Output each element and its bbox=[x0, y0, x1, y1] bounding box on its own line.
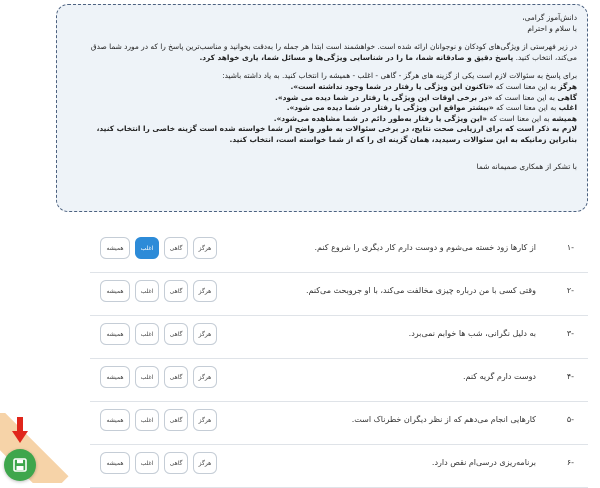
option-never-button[interactable]: هرگز bbox=[193, 366, 217, 388]
question-row bbox=[90, 316, 588, 359]
answer-options bbox=[100, 323, 217, 345]
instructions-text: در زیر فهرستی از ویژگی‌های کودکان و نوجوانان ارائه شده است. خواهشمند است ابتدا هر جمله را به‌دقت بخوانید و مناسب‌ترین پاسخ را که در مورد شما صدق می‌کند، انتخاب کنید. bbox=[90, 42, 577, 62]
option-often-button[interactable]: اغلب bbox=[135, 366, 159, 388]
question-number: -۶ bbox=[566, 458, 574, 467]
definition-term: گاهی bbox=[557, 92, 577, 102]
option-never-button[interactable]: هرگز bbox=[193, 452, 217, 474]
definition-meaning: «در برخی اوقات این ویژگی یا رفتار در شما دیده می شود». bbox=[275, 92, 493, 102]
option-sometimes-button[interactable]: گاهی bbox=[164, 409, 188, 431]
answer-options bbox=[100, 452, 217, 474]
option-always-button[interactable]: همیشه bbox=[100, 280, 130, 302]
definition-often bbox=[67, 103, 577, 114]
question-text: وقتی کسی با من درباره چیزی مخالفت می‌کند، با او جروبحث می‌کنم. bbox=[305, 286, 536, 295]
definition-connector: به این معنا است که bbox=[487, 113, 552, 123]
definition-connector: به این معنا است که bbox=[492, 92, 558, 102]
definition-meaning: «این ویژگی یا رفتار به‌طور دائم در شما مشاهده می‌شود». bbox=[273, 113, 488, 123]
question-number: -۳ bbox=[566, 329, 574, 338]
question-text: کارهایی انجام می‌دهم که از نظر دیگران خطرناک است. bbox=[351, 415, 536, 424]
question-list bbox=[90, 230, 588, 488]
question-row bbox=[90, 230, 588, 273]
question-row bbox=[90, 445, 588, 488]
answer-options bbox=[100, 409, 217, 431]
option-always-button[interactable]: همیشه bbox=[100, 366, 130, 388]
question-row bbox=[90, 359, 588, 402]
option-often-button[interactable]: اغلب bbox=[135, 280, 159, 302]
option-often-button[interactable]: اغلب bbox=[135, 323, 159, 345]
option-often-button[interactable]: اغلب bbox=[135, 452, 159, 474]
question-row bbox=[90, 273, 588, 316]
definition-meaning: «تاکنون این ویژگی یا رفتار در شما وجود نداشته است». bbox=[290, 81, 494, 91]
question-number: -۲ bbox=[566, 286, 574, 295]
option-always-button[interactable]: همیشه bbox=[100, 409, 130, 431]
option-often-button[interactable]: اغلب bbox=[135, 237, 159, 259]
option-sometimes-button[interactable]: گاهی bbox=[164, 280, 188, 302]
option-always-button[interactable]: همیشه bbox=[100, 323, 130, 345]
definition-term: همیشه bbox=[551, 113, 577, 123]
validity-note-text: لازم به ذکر است که برای ارزیابی صحت نتایج، در برخی سئوالات به طور واضح از شما خواسته شده است گزینه خاصی را انتخاب کنید، بنابراین زمانیکه به این سئوالات رسیدید، همان گزینه ای را که از شما خواسته است، انتخاب کنید. bbox=[96, 124, 577, 144]
question-text: به دلیل نگرانی، شب ها خوابم نمی‌برد. bbox=[408, 329, 536, 338]
instructions-box bbox=[56, 4, 588, 212]
floppy-disk-icon bbox=[13, 458, 27, 472]
question-number: -۱ bbox=[566, 243, 574, 252]
option-never-button[interactable]: هرگز bbox=[193, 409, 217, 431]
definition-term: هرگز bbox=[558, 81, 577, 91]
option-sometimes-button[interactable]: گاهی bbox=[164, 452, 188, 474]
definition-sometimes bbox=[67, 93, 577, 104]
option-always-button[interactable]: همیشه bbox=[100, 237, 130, 259]
salutation: با سلام و احترام bbox=[527, 23, 577, 33]
option-never-button[interactable]: هرگز bbox=[193, 280, 217, 302]
question-text: برنامه‌ریزی درسی‌ام نقص دارد. bbox=[431, 458, 536, 467]
option-sometimes-button[interactable]: گاهی bbox=[164, 366, 188, 388]
definition-connector: به این معنا است که bbox=[493, 81, 559, 91]
answer-options bbox=[100, 366, 217, 388]
option-sometimes-button[interactable]: گاهی bbox=[164, 237, 188, 259]
question-text: از کارها زود خسته می‌شوم و دوست دارم کار دیگری را شروع کنم. bbox=[314, 243, 536, 252]
answer-options bbox=[100, 237, 217, 259]
arrow-down-icon bbox=[12, 417, 28, 445]
option-sometimes-button[interactable]: گاهی bbox=[164, 323, 188, 345]
options-intro: برای پاسخ به سئوالات لازم است یکی از گزینه های هرگز - گاهی - اغلب - همیشه را انتخاب کنید. به یاد داشته باشید: bbox=[222, 71, 577, 81]
option-never-button[interactable]: هرگز bbox=[193, 237, 217, 259]
definition-connector: به این معنا است که bbox=[493, 103, 559, 113]
definition-always bbox=[67, 114, 577, 125]
question-row bbox=[90, 402, 588, 445]
thanks-line: با تشکر از همکاری صمیمانه شما bbox=[476, 161, 577, 171]
definition-term: اغلب bbox=[558, 103, 577, 113]
save-button[interactable] bbox=[4, 449, 36, 481]
greeting: دانش‌آموز گرامی، bbox=[522, 13, 577, 22]
option-often-button[interactable]: اغلب bbox=[135, 409, 159, 431]
definition-never bbox=[67, 82, 577, 93]
question-number: -۴ bbox=[566, 372, 574, 381]
instructions-paragraph bbox=[67, 42, 577, 63]
question-number: -۵ bbox=[566, 415, 574, 424]
option-never-button[interactable]: هرگز bbox=[193, 323, 217, 345]
question-text: دوست دارم گریه کنم. bbox=[462, 372, 536, 381]
instructions-emphasis: پاسخ دقیق و صادقانه شما، ما را در شناسایی ویژگی‌ها و مسائل شما، یاری خواهد کرد. bbox=[199, 52, 514, 62]
definition-meaning: «بیشتر مواقع این ویژگی یا رفتار در شما دیده می شود». bbox=[286, 103, 494, 113]
option-always-button[interactable]: همیشه bbox=[100, 452, 130, 474]
validity-note bbox=[67, 124, 577, 145]
answer-options bbox=[100, 280, 217, 302]
